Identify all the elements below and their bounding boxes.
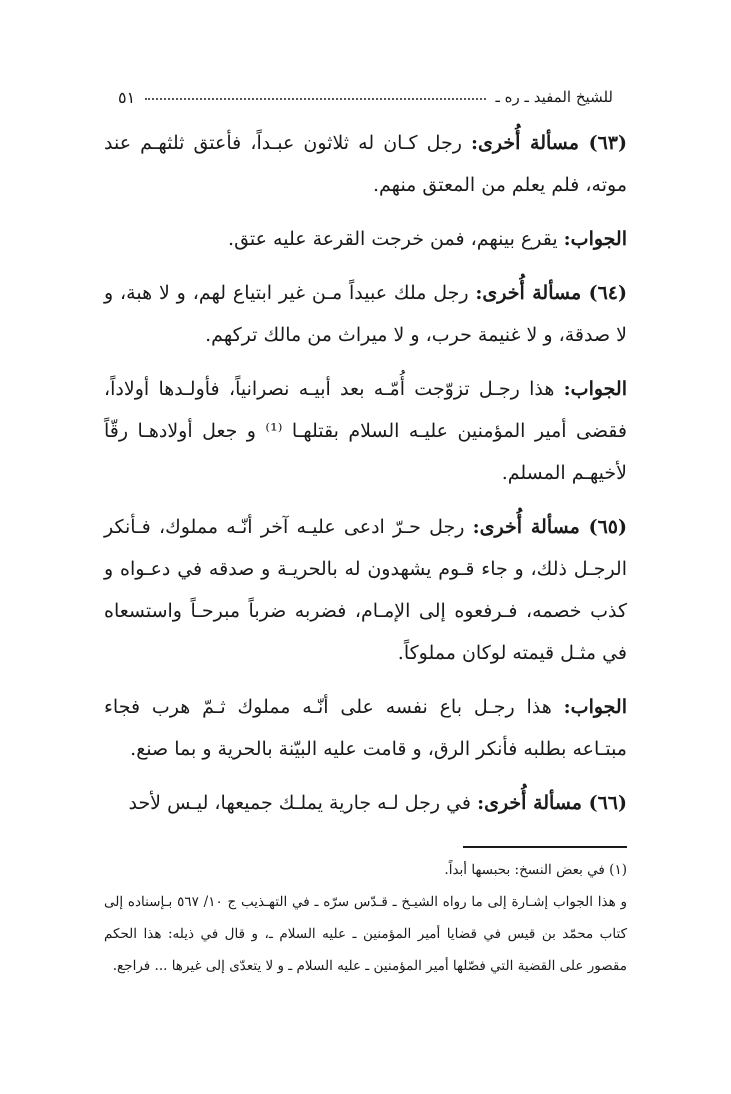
page-number: ٥١ [118, 87, 136, 107]
question-paragraph [104, 272, 627, 356]
question-label: (٦٤) مسألة أُخرى: [475, 282, 627, 304]
footnote-1: (١) في بعض النسخ: بحبسها أبداً. [444, 862, 627, 878]
question-paragraph [104, 506, 627, 674]
question-text: رجل حـرّ ادعى عليـه آخر أنّـه مملوك، فـأنكر الرجـل ذلك، و جاء قـوم يشهدون له بالحريـة و صدقه في دعـواه و كذب خصمه، فـرفعوه إلى الإمـام، فضربه ضرباً مبرحـاً واستسعاه في مثـل قيمته لوكان مملوكاً. [104, 516, 627, 664]
question-text: في رجل لـه جارية يملـك جميعها، ليـس لأحد [128, 792, 478, 814]
question-label: (٦٣) مسألة أُخرى: [471, 132, 627, 154]
question-paragraph [104, 782, 627, 824]
question-label: (٦٦) مسألة أُخرى: [477, 792, 627, 814]
footnote-separator [463, 846, 627, 848]
answer-text: هذا رجـل تزوّجت أُمّـه بعد أبيـه نصرانياً، فأولـدها أولاداً، فقضى أمير المؤمنين عليـه السلام بقتلهـا ⁽¹⁾ و جعل أولادهـا رقّاً لأخيهـم المسلم. [104, 378, 627, 484]
footnotes [104, 854, 627, 982]
answer-label: الجواب: [563, 696, 627, 718]
answer-paragraph [104, 218, 627, 260]
question-text: رجل ملك عبيداً مـن غير ابتياع لهم، و لا هبة، و لا صدقة، و لا غنيمة حرب، و لا ميراث من مالك تركهم. [104, 282, 627, 346]
answer-text: هذا رجـل باع نفسه على أنّـه مملوك ثـمّ هرب فجاء مبتـاعه بطلبه فأنكر الرق، و قامت عليه البيّنة بالحرية و بما صنع. [104, 696, 627, 760]
question-label: (٦٥) مسألة أُخرى: [472, 516, 627, 538]
answer-text: يقرع بينهم، فمن خرجت القرعة عليه عتق. [228, 228, 564, 250]
running-header [118, 84, 613, 110]
question-text: رجل كـان له ثلاثون عبـداً، فأعتق ثلثهـم عند موته، فلم يعلم من المعتق منهم. [104, 132, 627, 196]
body-text [104, 122, 627, 836]
answer-paragraph [104, 368, 627, 494]
answer-label: الجواب: [563, 228, 627, 250]
answer-paragraph [104, 686, 627, 770]
header-title: للشيخ المفيد ـ ره ـ [495, 88, 613, 106]
question-paragraph [104, 122, 627, 206]
answer-label: الجواب: [563, 378, 627, 400]
header-dotted-leader [145, 98, 485, 100]
footnote-commentary: و هذا الجواب إشـارة إلى ما رواه الشيـخ ـ قـدّس سرّه ـ في التهـذيب ج ١٠/ ٥٦٧ بـإسناده إلى كتاب محمّد بن قيس في قضايا أمير المؤمنين ـ عليه السلام ـ، و قال في ذيله: هذا الحكم مقصور على القضية التي فصّلها أمير المؤمنين ـ عليه السلام ـ و لا يتعدّى إلى غيرها ... فراجع. [104, 894, 628, 974]
